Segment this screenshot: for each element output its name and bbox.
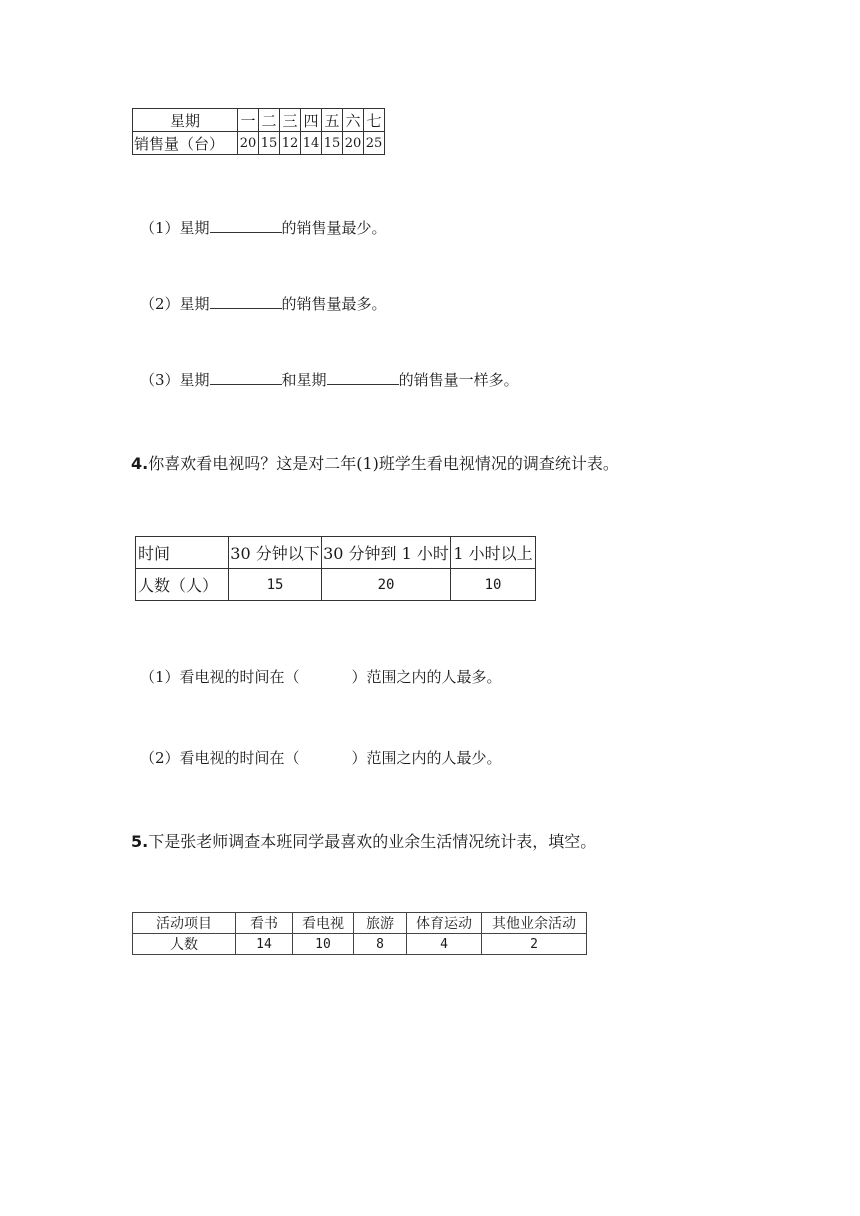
activity-table-column: 看书 [236,913,293,934]
sales-table-day: 五 [322,109,343,132]
answer-blank[interactable] [210,369,282,385]
answer-blank[interactable] [210,293,282,309]
tv-table-value-row [136,569,536,601]
activity-table-column: 其他业余活动 [482,913,587,934]
activity-table-row-label: 人数 [133,934,236,955]
question-number: 4. [131,454,149,473]
sales-table-header-label: 星期 [133,109,238,132]
question-prefix: （2）星期 [140,295,210,313]
question-suffix: ）范围之内的人最少。 [351,749,502,767]
sales-table-value: 12 [280,132,301,155]
activity-table-value: 2 [482,934,587,955]
question-prefix: （1）看电视的时间在（ [140,668,300,686]
tv-table-header-row [136,537,536,569]
activity-table-column: 体育运动 [407,913,482,934]
activity-table-value: 4 [407,934,482,955]
question-text: 你喜欢看电视吗？这是对二年(1)班学生看电视情况的调查统计表。 [148,454,619,473]
activity-table-header-label: 活动项目 [133,913,236,934]
tv-table-value: 10 [451,569,536,601]
tv-table-value: 20 [322,569,451,601]
sales-table-value: 20 [238,132,259,155]
tv-table-column: 30 分钟以下 [229,537,322,569]
answer-blank[interactable] [327,369,399,385]
question-number: 5. [131,832,149,851]
question-suffix: ）范围之内的人最多。 [351,668,502,686]
sales-table-day: 一 [238,109,259,132]
tv-table-header-label: 时间 [136,537,229,569]
sales-table-day: 七 [364,109,385,132]
sales-table-value: 15 [322,132,343,155]
question-middle: 和星期 [281,371,327,389]
sales-question-3 [140,369,519,390]
question-prefix: （1）星期 [140,219,210,237]
sales-table-day: 四 [301,109,322,132]
question-suffix: 的销售量最少。 [281,219,387,237]
sales-table-value: 14 [301,132,322,155]
activity-table-value: 8 [354,934,407,955]
sales-table [132,108,385,155]
sales-table-day: 三 [280,109,301,132]
answer-blank[interactable] [210,217,282,233]
tv-time-table [135,536,536,601]
activity-table [132,912,587,955]
sales-table-row-label: 销售量（台） [133,132,238,155]
sales-question-1 [140,217,387,238]
sales-table-value-row [133,132,385,155]
sales-table-day: 二 [259,109,280,132]
activity-table-column: 看电视 [293,913,354,934]
sales-table-value: 15 [259,132,280,155]
tv-question-1 [140,666,502,687]
question-text: 下是张老师调查本班同学最喜欢的业余生活情况统计表，填空。 [148,832,597,851]
tv-table-column: 30 分钟到 1 小时 [322,537,451,569]
sales-question-2 [140,293,387,314]
tv-table-row-label: 人数（人） [136,569,229,601]
question-prefix: （3）星期 [140,371,210,389]
question-suffix: 的销售量一样多。 [398,371,519,389]
activity-table-header-row [133,913,587,934]
question-suffix: 的销售量最多。 [281,295,387,313]
question-5-heading [131,829,596,852]
tv-question-2 [140,747,502,768]
tv-table-column: 1 小时以上 [451,537,536,569]
sales-table-value: 25 [364,132,385,155]
activity-table-column: 旅游 [354,913,407,934]
sales-table-day: 六 [343,109,364,132]
question-4-heading [131,451,619,474]
sales-table-value: 20 [343,132,364,155]
sales-table-header-row [133,109,385,132]
tv-table-value: 15 [229,569,322,601]
activity-table-value: 14 [236,934,293,955]
activity-table-value-row [133,934,587,955]
question-prefix: （2）看电视的时间在（ [140,749,300,767]
activity-table-value: 10 [293,934,354,955]
